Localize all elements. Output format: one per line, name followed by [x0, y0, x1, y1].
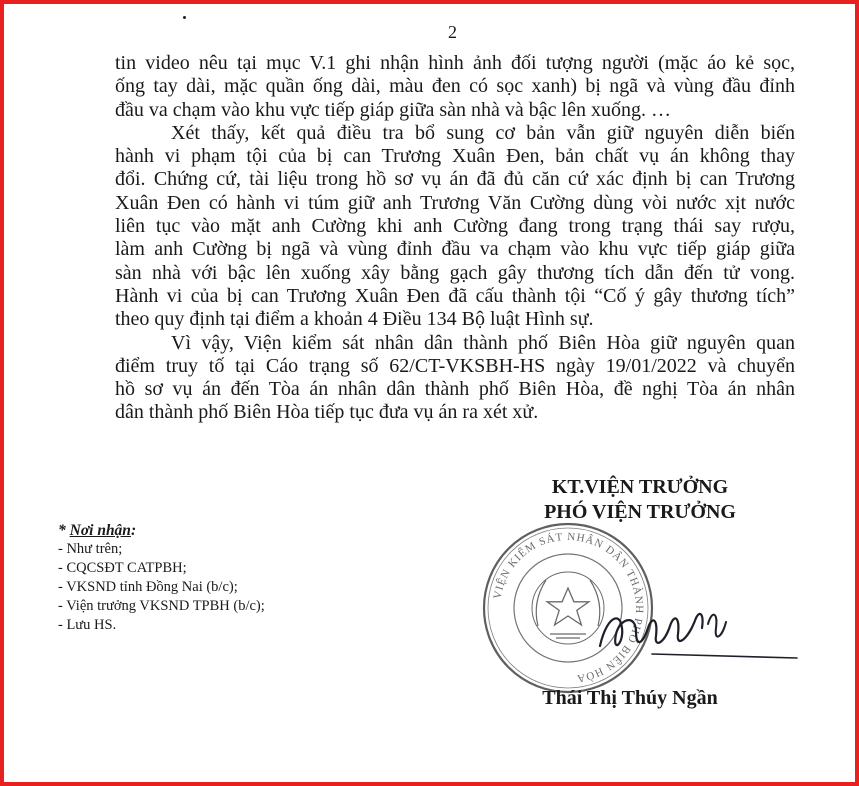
- signer-title-line1: KT.VIỆN TRƯỞNG: [551, 476, 729, 498]
- recipient-item: - Lưu HS.: [58, 617, 117, 633]
- body-line: liên tục vào mặt anh Cường khi anh Cường đang trong trạng thái say rượu,: [115, 215, 795, 238]
- signer-title-line2: PHÓ VIỆN TRƯỞNG: [544, 501, 736, 523]
- document-body: [115, 52, 795, 425]
- body-line: Xét thấy, kết quả điều tra bổ sung cơ bản vẫn giữ nguyên diễn biến: [171, 121, 795, 144]
- body-line: tin video nêu tại mục V.1 ghi nhận hình ảnh đối tượng người (mặc áo kẻ sọc,: [115, 52, 795, 74]
- recipients-title: * Nơi nhận:: [58, 522, 137, 539]
- recipient-item: - CQCSĐT CATPBH;: [58, 560, 187, 576]
- body-line: Xuân Đen có hành vi túm giữ anh Trương Văn Cường dùng vòi nước xịt nước: [115, 191, 795, 214]
- scan-speck: [183, 16, 186, 19]
- body-line: ống tay dài, mặc quần ống dài, màu đen có sọc xanh) bị ngã và vùng đầu đỉnh: [115, 75, 795, 98]
- body-line: làm anh Cường bị ngã và vùng đỉnh đầu va chạm vào khu vực tiếp giáp giữa: [115, 238, 795, 261]
- page-number: 2: [448, 22, 457, 42]
- recipient-item: - VKSND tỉnh Đồng Nai (b/c);: [58, 579, 238, 595]
- body-line: hồ sơ vụ án đến Tòa án nhân dân thành phố Biên Hòa, đề nghị Tòa án nhân: [115, 378, 795, 401]
- recipients-block: [58, 521, 265, 635]
- body-line: sàn nhà với bậc lên xuống xây bằng gạch gây thương tích dẫn đến tử vong.: [115, 261, 795, 284]
- body-line: Hành vi của bị can Trương Xuân Đen đã cấu thành tội “Cố ý gây thương tích”: [115, 284, 795, 307]
- body-line: Vì vậy, Viện kiểm sát nhân dân thành phố Biên Hòa giữ nguyên quan: [171, 331, 795, 354]
- recipients-list: [58, 540, 265, 635]
- handwritten-signature: [592, 588, 802, 668]
- body-line: đầu va chạm vào khu vực tiếp giáp giữa sàn nhà và bậc lên xuống. …: [115, 98, 671, 121]
- recipient-item: - Như trên;: [58, 541, 123, 557]
- signer-name: Thái Thị Thúy Ngần: [542, 687, 718, 709]
- body-line: điểm truy tố tại Cáo trạng số 62/CT-VKSBH-HS ngày 19/01/2022 và chuyển: [115, 354, 795, 377]
- svg-text:VIỆN KIỂM SÁT NHÂN DÂN THÀNH P: VIỆN KIỂM SÁT NHÂN DÂN THÀNH PHỐ BIÊN HÒA: [491, 530, 646, 685]
- body-line: dân thành phố Biên Hòa tiếp tục đưa vụ án ra xét xử.: [115, 401, 539, 424]
- recipient-item: - Viện trưởng VKSND TPBH (b/c);: [58, 598, 265, 614]
- body-line: theo quy định tại điểm a khoản 4 Điều 134 Bộ luật Hình sự.: [115, 308, 594, 331]
- body-line: hành vi phạm tội của bị can Trương Xuân Đen, bản chất vụ án không thay: [115, 145, 795, 168]
- body-line: đổi. Chứng cứ, tài liệu trong hồ sơ vụ án đã đủ căn cứ xác định bị can Trương: [115, 168, 795, 191]
